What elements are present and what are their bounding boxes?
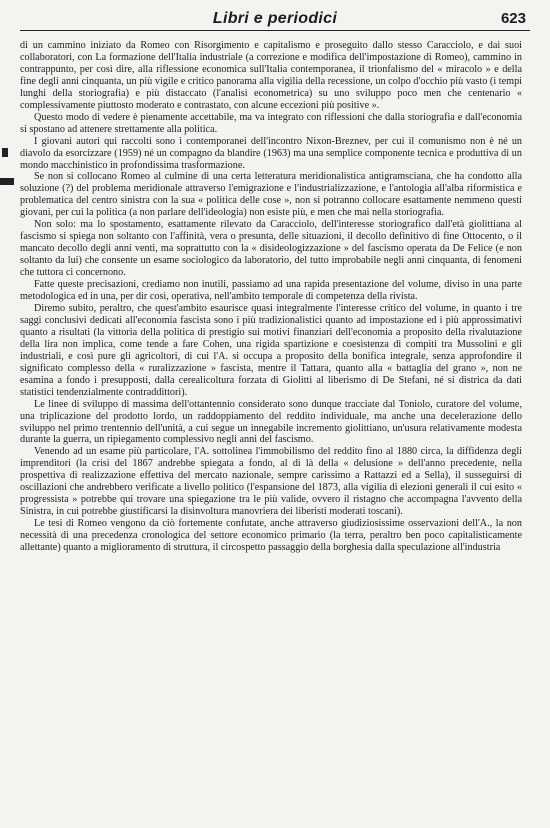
running-title: Libri e periodici (212, 10, 338, 27)
paragraph: Se non si collocano Romeo al culmine di una certa letteratura meridionalistica antigramsciana, che ha condotto alla soluzione (?) del problema meridionale attraverso l'emigrazione e l'industrializzazione, e l'antologia all'alba riformistica e problematica del centro sinistra con la sua « politica delle cose », non si potranno collocare esattamente nemmeno questi giovani, per cui la politica (a non parlare dell'ideologia) non esiste più, e men che mai nella storiografia. (20, 171, 522, 219)
margin-mark (0, 178, 14, 185)
body-text (20, 40, 522, 554)
paragraph: I giovani autori qui raccolti sono i contemporanei dell'incontro Nixon-Breznev, per cui il comunismo non è né un diavolo da esorcizzare (1959) né un compagno da blandire (1963) ma una semplice componente tecnica e produttiva di un mondo macchinistico in profondissima trasformazione. (20, 135, 522, 171)
paragraph: Le tesi di Romeo vengono da ciò fortemente confutate, anche attraverso giudiziosissime osservazioni dell'A., la non necessità di una precedenza cronologica del settore economico primario (la terra, peraltro ben poco capitalisticamente allettante) quanto a miglioramento di struttura, il circospetto passaggio della borghesia dalla speculazione all'industria (20, 518, 522, 554)
paragraph: di un cammino iniziato da Romeo con Risorgimento e capitalismo e proseguito dallo stesso Caracciolo, e dai suoi collaboratori, con La formazione dell'Italia industriale (a correzione e modifica dell'impostazione di Romeo), cammino in contrappunto, per così dire, alla riflessione economica sull'Italia contemporanea, il trionfalismo del « miracolo » e della fine degli anni cinquanta, un più vigile e critico panorama alla vigilia della recessione, un colpo d'occhio più vasto (i tempi lunghi della storiografia) e più distaccato (l'analisi econometrica) su uno sviluppo poco men che centenario « complessivamente piuttosto moderato e contrastato, con alcune eccezioni più positive ». (20, 40, 522, 111)
paragraph: Diremo subito, peraltro, che quest'ambito esaurisce quasi integralmente l'interesse critico del volume, in quanto i tre saggi conclusivi dedicati all'economia fascista sono i più tradizionalistici quanto ad impostazione ed i più approssimativi quanto a risultati (la vittoria della politica di prestigio sui motivi finanziari dell'economia a proposito della rivalutazione della lira non implica, come tende a fare Cohen, una rigida spartizione e coesistenza di compiti tra Mussolini e gli industriali, e così pure gli agricoltori, di cui l'A. si occupa a proposito della bonifica integrale, senza approfondire il significato complesso della « ruralizzazione » fascista, mentre il Tattara, quanto alla « battaglia del grano », non ne esamina a fondo i presupposti, dalla cerealicoltura forzata di Giolitti al liberismo di De Stefani, né si districa da dati statistici tendenzialmente contraddittori). (20, 302, 522, 398)
paragraph: Le linee di sviluppo di massima dell'ottantennio considerato sono dunque tracciate dal Toniolo, curatore del volume, una triplicazione del prodotto lordo, un raddoppiamento del reddito individuale, ma anche una decelerazione dello sviluppo nel primo trentennio dell'unità, a cui segue un innegabile incremento giolittiano, un'usura relativamente modesta durante la guerra, un ripiegamento complessivo negli anni del fascismo. (20, 398, 522, 446)
paragraph: Questo modo di vedere è pienamente accettabile, ma va integrato con riflessioni che dalla storiografia e dall'economia si spostano ad attenere strettamente alla politica. (20, 111, 522, 135)
page-number: 623 (500, 10, 526, 27)
header-rule (20, 30, 530, 31)
paragraph: Fatte queste precisazioni, crediamo non inutili, passiamo ad una rapida presentazione del volume, diviso in una parte metodologica ed in una, per dir così, operativa, nell'ambito temporale di competenza della rivista. (20, 279, 522, 303)
margin-mark (2, 148, 8, 157)
paragraph: Venendo ad un esame più particolare, l'A. sottolinea l'immobilismo del reddito fino al 1880 circa, la diffidenza degli imprenditori (la crisi del 1867 andrebbe spiegata a fondo, al di là della « delusione » dell'anno precedente, nella prospettiva di realizzazione effettiva del mercato nazionale, sempre carissimo a Rattazzi ed a Sella), il susseguirsi di oscillazioni che andrebbero verificate a livello politico (l'espansione del 1873, alla vigilia di elezioni generali il cui esito « progressista » potrebbe qui trovare una spiegazione tra le più valide, ovvero il ristagno che accompagna l'avvento della Sinistra, in cui potrebbe giustificarsi la disinvoltura manovriera dei liberisti moderati toscani). (20, 446, 522, 518)
paragraph: Non solo: ma lo spostamento, esattamente rilevato da Caracciolo, dell'interesse storiografico dall'età giolittiana al fascismo si spiega non soltanto con l'affinità, vera o presunta, delle situazioni, il decollo definitivo di fine Ottocento, o il mancato decollo degli anni venti, ma soprattutto con la « disideologizzazione » del fascismo operata da De Felice (e non soltanto da lui) che consente un esame sociologico da laboratorio, del tutto improbabile negli anni cinquanta, di fenomeni che tuttora ci concernono. (20, 219, 522, 279)
running-header (0, 6, 550, 34)
